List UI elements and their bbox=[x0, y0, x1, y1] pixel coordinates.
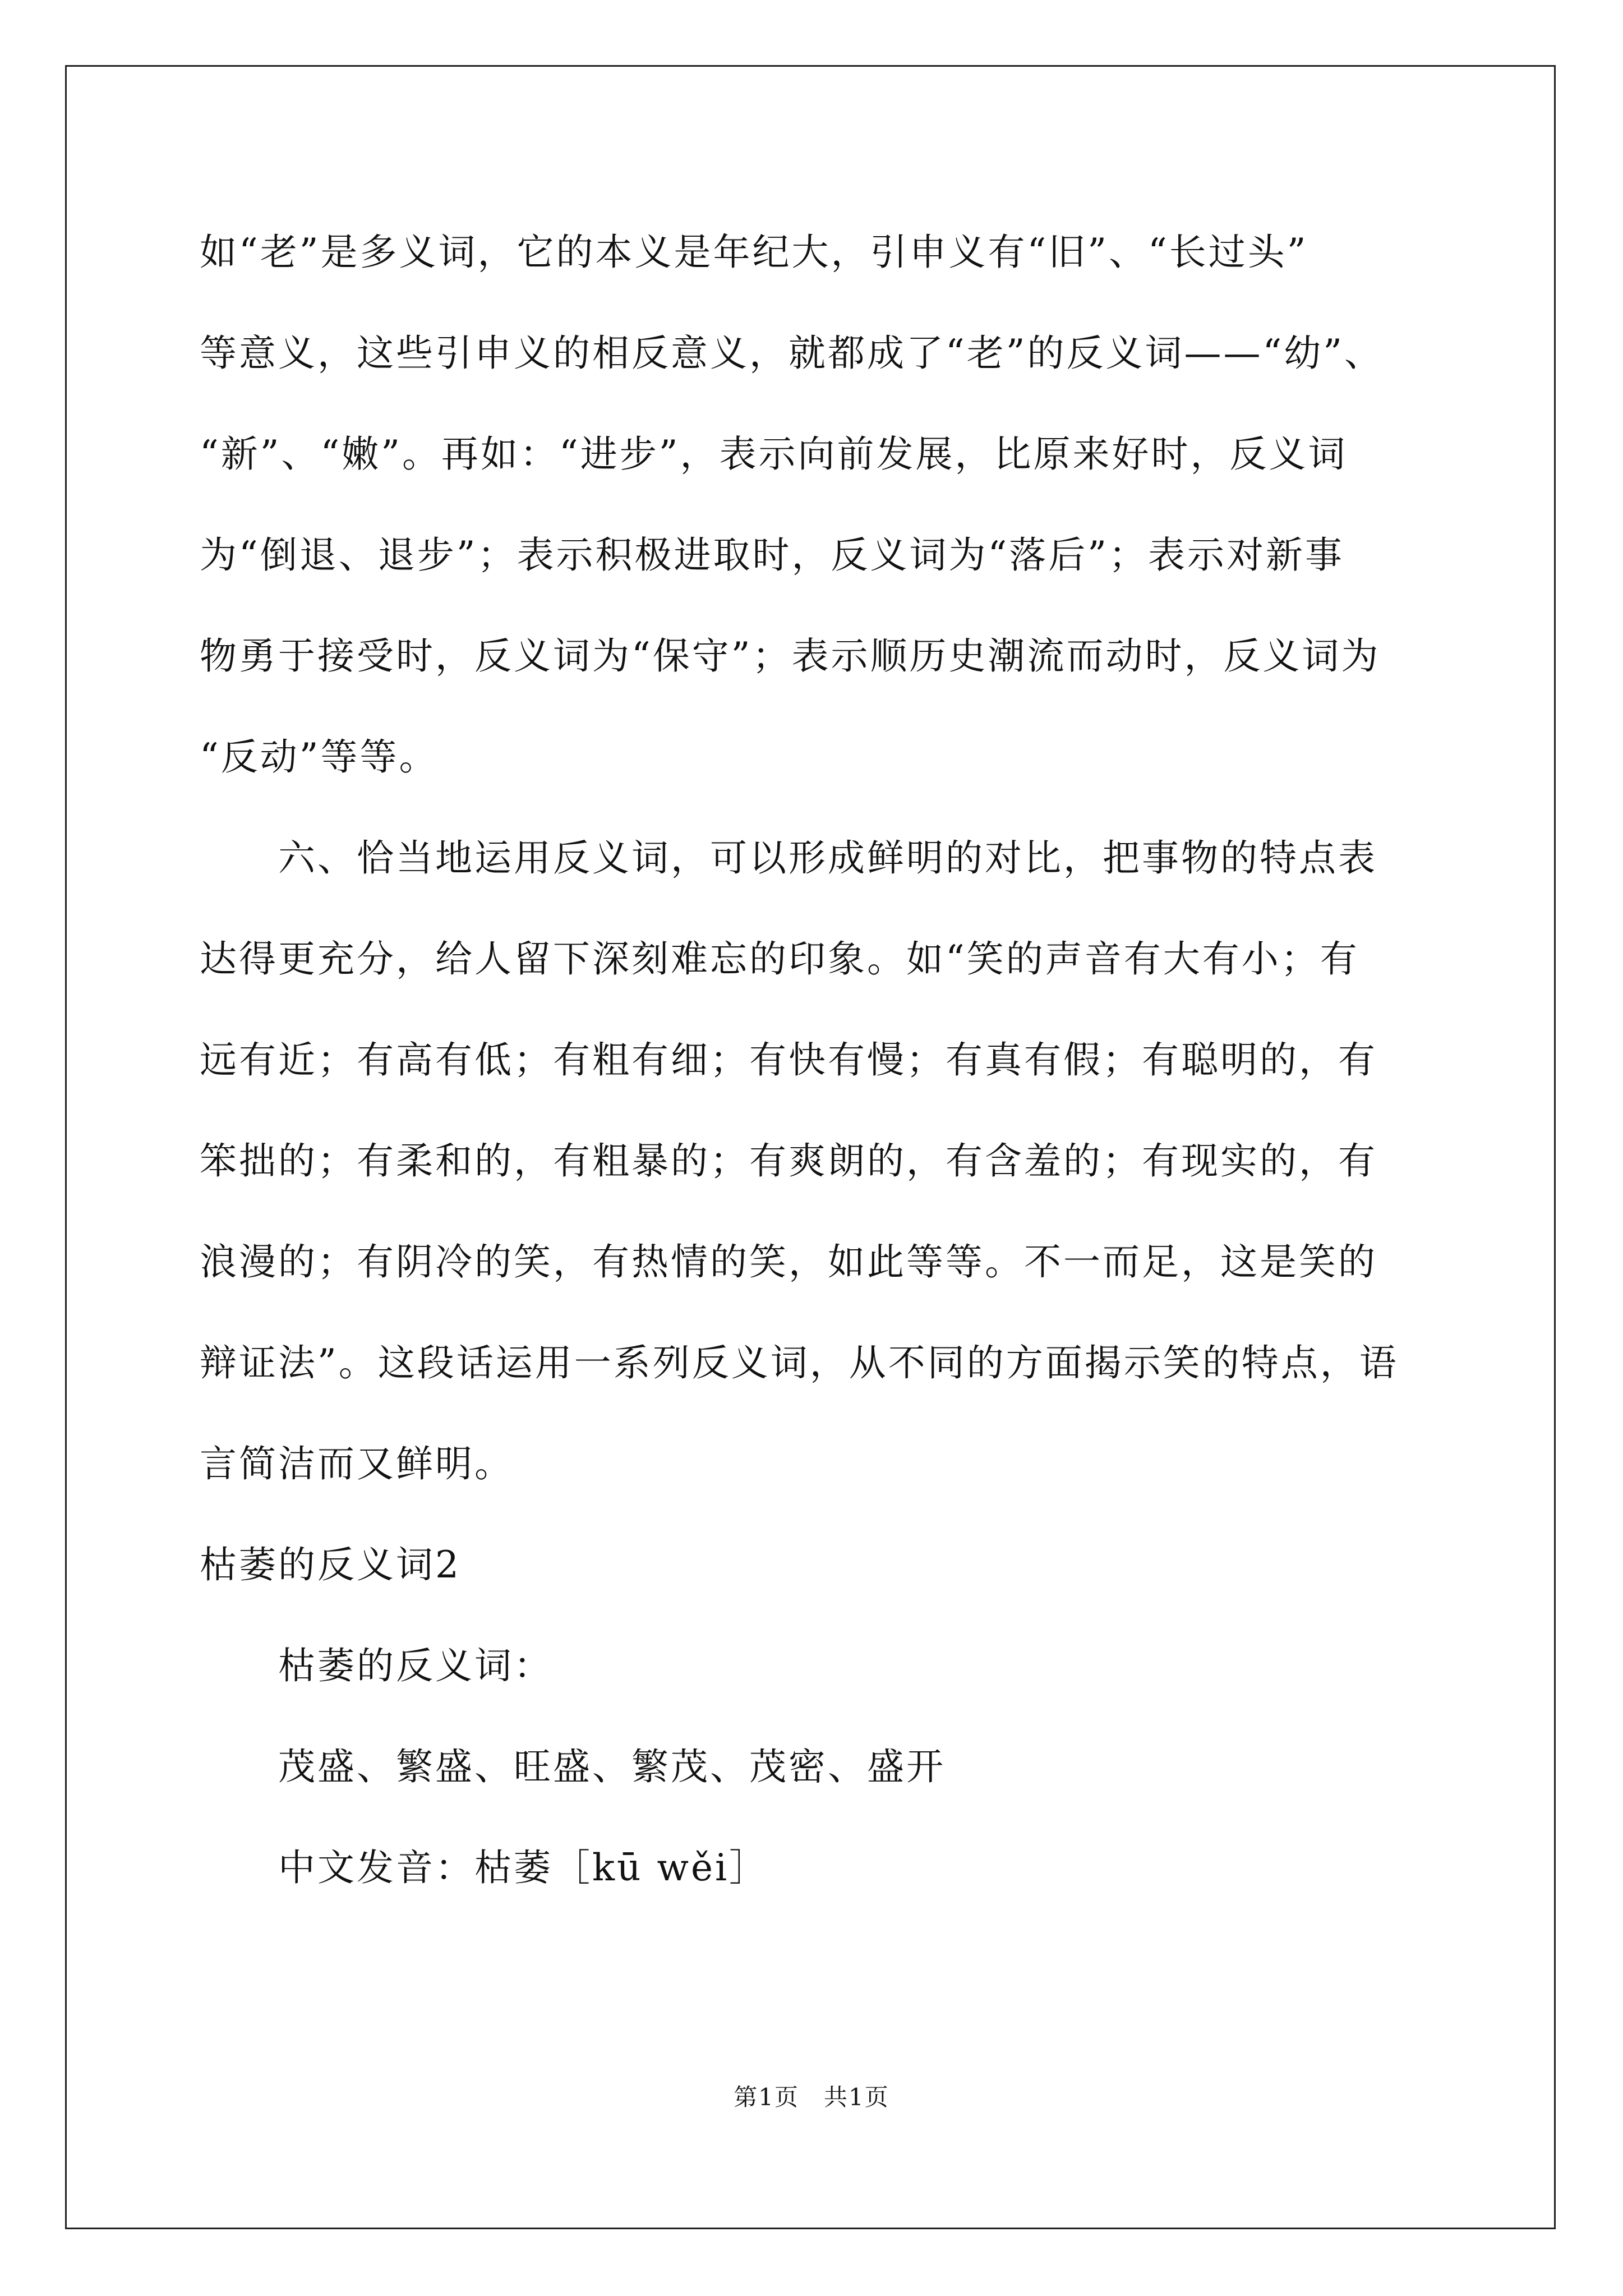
pronunciation-line: 中文发音：枯萎［kū wěi］ bbox=[278, 1846, 769, 1889]
paragraph-2-line-4: 笨拙的；有柔和的，有粗暴的；有爽朗的，有含羞的；有现实的，有 bbox=[200, 1139, 1377, 1182]
paragraph-2-line-6: 辩证法”。这段话运用一系列反义词，从不同的方面揭示笑的特点，语 bbox=[200, 1341, 1399, 1384]
paragraph-2-line-3: 远有近；有高有低；有粗有细；有快有慢；有真有假；有聪明的，有 bbox=[200, 1038, 1377, 1082]
paragraph-1-line-4: 为“倒退、退步”；表示积极进取时，反义词为“落后”；表示对新事 bbox=[200, 533, 1344, 577]
paragraph-2-line-5: 浪漫的；有阴冷的笑，有热情的笑，如此等等。不一而足，这是笑的 bbox=[200, 1240, 1377, 1283]
section-heading: 枯萎的反义词2 bbox=[200, 1543, 461, 1586]
paragraph-1-line-3: “新”、“嫩”。再如：“进步”，表示向前发展，比原来好时，反义词 bbox=[200, 432, 1348, 476]
paragraph-1-line-6: “反动”等等。 bbox=[200, 735, 439, 779]
paragraph-1-line-2: 等意义，这些引申义的相反意义，就都成了“老”的反义词——“幼”、 bbox=[200, 332, 1384, 375]
antonym-label: 枯萎的反义词： bbox=[278, 1644, 553, 1687]
page-footer: 第1页 共1页 bbox=[734, 2083, 889, 2111]
paragraph-2-line-7: 言简洁而又鲜明。 bbox=[200, 1442, 514, 1485]
document-body bbox=[200, 202, 1456, 1918]
paragraph-1-line-1: 如“老”是多义词，它的本义是年纪大，引申义有“旧”、“长过头” bbox=[200, 231, 1308, 274]
paragraph-1-line-5: 物勇于接受时，反义词为“保守”；表示顺历史潮流而动时，反义词为 bbox=[200, 634, 1381, 678]
paragraph-2-line-2: 达得更充分，给人留下深刻难忘的印象。如“笑的声音有大有小；有 bbox=[200, 937, 1359, 981]
paragraph-2-line-1: 六、恰当地运用反义词，可以形成鲜明的对比，把事物的特点表 bbox=[278, 836, 1377, 880]
antonym-list: 茂盛、繁盛、旺盛、繁茂、茂密、盛开 bbox=[278, 1745, 946, 1788]
